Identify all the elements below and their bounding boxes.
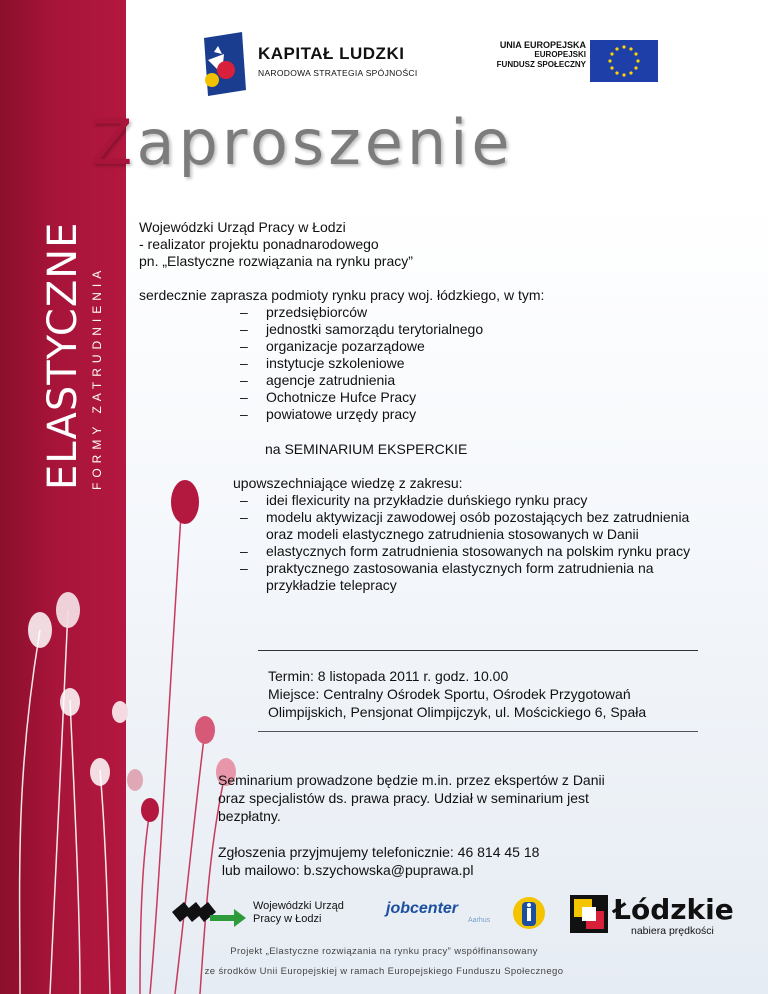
flower-buds — [28, 480, 236, 822]
lodzkie-name: Łódzkie — [613, 893, 734, 926]
lodzkie-logo-icon — [570, 895, 608, 933]
wup-line-1: Wojewódzki Urząd — [253, 900, 344, 912]
divider-top — [258, 650, 698, 651]
topic-list — [240, 492, 710, 594]
list-item: – Ochotnicze Hufce Pracy — [240, 389, 417, 405]
eu-line-2: EUROPEJSKI — [534, 50, 586, 59]
event-place-1: Miejsce: Centralny Ośrodek Sportu, Ośrodek Przygotowań — [268, 686, 631, 702]
organizer-line-3: pn. „Elastyczne rozwiązania na rynku pracy” — [139, 253, 413, 269]
organizer-line-2: - realizator projektu ponadnarodowego — [139, 236, 379, 252]
contact-email[interactable]: lub mailowo: b.szychowska@puprawa.pl — [218, 862, 474, 878]
jobcenter-logo-text: jobcenter — [386, 900, 459, 917]
footer-line-1: Projekt „Elastyczne rozwiązania na rynku pracy” współfinansowany — [230, 946, 538, 957]
scope-intro: upowszechniające wiedzę z zakresu: — [233, 475, 463, 491]
kapital-ludzki-title: KAPITAŁ LUDZKI — [258, 44, 405, 63]
notes-line-3: bezpłatny. — [218, 808, 281, 824]
sidebar-brand — [18, 221, 108, 500]
event-details — [268, 667, 646, 721]
title-rest: aproszenie — [136, 106, 514, 179]
eu-text-block — [486, 40, 586, 70]
list-item: – modelu aktywizacji zawodowej osób pozostających bez zatrudnienia oraz modeli elastycznego zatrudnienia stosowanych w Danii — [240, 509, 690, 542]
organizer-block — [139, 219, 413, 270]
wup-logo-text — [253, 900, 344, 926]
title-first-letter: Z — [90, 106, 137, 179]
seminar-notes — [218, 771, 688, 825]
jobcenter-subtitle: Aarhus — [468, 917, 491, 924]
notes-line-1: Seminarium prowadzone będzie m.in. przez ekspertów z Danii — [218, 772, 605, 788]
list-item: – powiatowe urzędy pracy — [240, 406, 417, 422]
target-list — [240, 304, 483, 423]
contact-phone: Zgłoszenia przyjmujemy telefonicznie: 46 814 45 18 — [218, 844, 540, 860]
list-item: – organizacje pozarządowe — [240, 338, 425, 354]
lodzkie-tagline: nabiera prędkości — [631, 925, 714, 937]
eu-line-1: UNIA EUROPEJSKA — [499, 40, 586, 50]
brand-elastyczne: ELASTYCZNE — [40, 221, 86, 490]
list-item: – praktycznego zastosowania elastycznych form zatrudnienia na przykładzie telepracy — [240, 560, 654, 593]
list-item: – przedsiębiorców — [240, 304, 368, 320]
brand-subtitle: FORMY ZATRUDNIENIA — [90, 265, 104, 490]
wup-logo-icon — [170, 898, 248, 930]
notes-line-2: oraz specjalistów ds. prawa pracy. Udział w seminarium jest — [218, 790, 589, 806]
jobcenter-icon — [510, 894, 548, 932]
wup-line-2: Pracy w Łodzi — [253, 913, 322, 925]
list-item: – idei flexicurity na przykładzie duńskiego rynku pracy — [240, 492, 588, 508]
list-item: – elastycznych form zatrudnienia stosowanych na polskim rynku pracy — [240, 543, 691, 559]
kapital-ludzki-logo — [194, 30, 424, 100]
event-date: Termin: 8 listopada 2011 r. godz. 10.00 — [268, 668, 509, 684]
footer-line-2: ze środków Unii Europejskiej w ramach Europejskiego Funduszu Społecznego — [204, 966, 564, 977]
page-title — [90, 106, 514, 179]
divider-bottom — [258, 731, 698, 732]
list-item: – jednostki samorządu terytorialnego — [240, 321, 484, 337]
list-item: – agencje zatrudnienia — [240, 372, 396, 388]
seminar-label: na SEMINARIUM EKSPERCKIE — [265, 441, 468, 457]
list-item: – instytucje szkoleniowe — [240, 355, 405, 371]
eu-line-3: FUNDUSZ SPOŁECZNY — [496, 60, 586, 69]
invitation-intro: serdecznie zaprasza podmioty rynku pracy woj. łódzkiego, w tym: — [139, 287, 545, 303]
kapital-ludzki-subtitle: NARODOWA STRATEGIA SPÓJNOŚCI — [258, 68, 418, 78]
event-place-2: Olimpijskich, Pensjonat Olimpijczyk, ul. Mościckiego 6, Spała — [268, 704, 647, 720]
contact-block — [218, 843, 539, 879]
eu-flag-icon — [590, 40, 658, 82]
organizer-line-1: Wojewódzki Urząd Pracy w Łodzi — [139, 219, 346, 235]
